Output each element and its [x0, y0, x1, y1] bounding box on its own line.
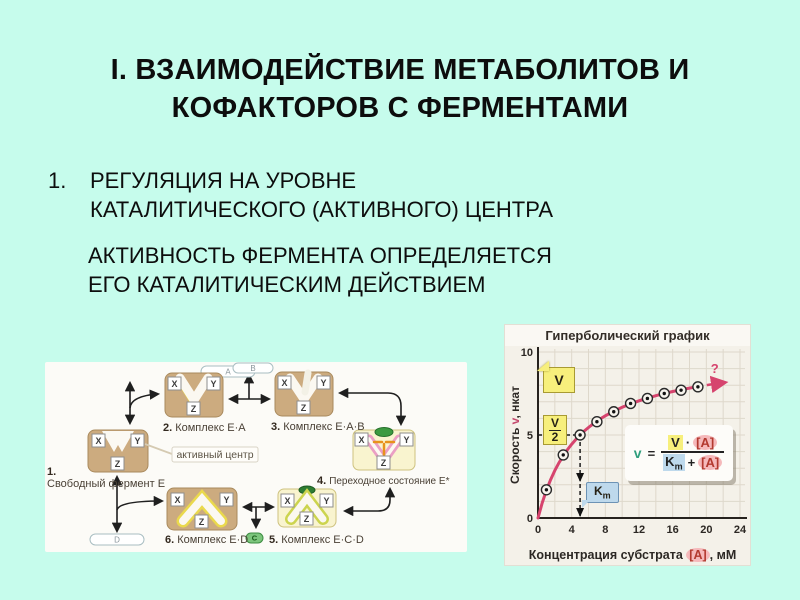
- site-x-label: X: [281, 377, 288, 388]
- ligand-b-capsule: [233, 363, 273, 373]
- equation-equals: =: [647, 445, 656, 461]
- arrow-e5-e4: [345, 489, 390, 511]
- site-z-label: Z: [190, 403, 197, 414]
- question-mark: ?: [710, 360, 719, 376]
- ligand-c-label: C: [251, 533, 258, 543]
- equation-km: $K_m$: [665, 453, 683, 472]
- site-z-label: Z: [300, 402, 307, 413]
- site-x-label: X: [284, 495, 291, 506]
- enzyme-free: [88, 430, 148, 472]
- equation-fraction: V · [A] $K_m$ + [A]: [661, 434, 724, 473]
- site-y-label: Y: [134, 435, 141, 446]
- x-tick-label: 4: [568, 524, 575, 536]
- equation-substrate-den: [A]: [698, 455, 722, 470]
- km-callout: $K_m$: [586, 482, 619, 503]
- enzyme-cycle-diagram: [45, 362, 467, 552]
- x-axis-substrate-highlight: [A]: [686, 548, 709, 562]
- hyperbolic-chart: [505, 325, 750, 565]
- site-y-label: Y: [210, 378, 217, 389]
- y-tick-label: 0: [526, 513, 533, 525]
- data-point-center: [545, 488, 548, 491]
- site-x-label: X: [171, 378, 178, 389]
- ligand-d-capsule: [90, 534, 144, 545]
- vmax-callout: V: [543, 367, 575, 393]
- site-y-label: Y: [323, 495, 330, 506]
- site-y-label: Y: [403, 434, 410, 445]
- active-site-callout: [145, 444, 258, 462]
- label-complex-eab: 3. Комплекс Е·А·В: [271, 421, 365, 433]
- label-complex-ecd: 5. Комплекс Е·С·D: [269, 534, 364, 546]
- site-x-label: X: [358, 434, 365, 445]
- list-item-text: РЕГУЛЯЦИЯ НА УРОВНЕ КАТАЛИТИЧЕСКОГО (АКТИВНОГО) ЦЕНТРА: [90, 168, 554, 223]
- data-point-center: [646, 397, 649, 400]
- michaelis-menten-equation: [625, 425, 733, 481]
- substrate-b-in-cleft: [305, 373, 308, 392]
- active-site-label: активный центр: [176, 449, 254, 461]
- vhalf-numerator: V: [551, 416, 560, 430]
- km-guide-arrowhead: [576, 508, 584, 517]
- enzyme-cycle-svg: [45, 362, 467, 552]
- label-complex-ea: 2. Комплекс Е·А: [163, 422, 246, 434]
- x-tick-label: 20: [700, 524, 713, 536]
- label-free-enzyme: Свободный фермент Е: [47, 478, 166, 490]
- vhalf-callout: [543, 415, 567, 445]
- enzyme-complex-eab: [275, 372, 333, 416]
- equation-lhs: v: [633, 445, 642, 461]
- ligand-d-label: D: [114, 535, 120, 545]
- arrow-e1-e2: [130, 394, 158, 408]
- y-axis-label: Скорость v, нкат: [508, 386, 522, 484]
- label-transition-state: 4. Переходное состояние Е*: [317, 475, 450, 487]
- site-z-label: Z: [303, 513, 310, 524]
- ligand-c-capsule: [246, 533, 263, 543]
- x-tick-label: 16: [666, 524, 679, 536]
- slide-title: I. ВЗАИМОДЕЙСТВИЕ МЕТАБОЛИТОВ И КОФАКТОРОВ С ФЕРМЕНТАМИ: [110, 54, 690, 124]
- data-point-center: [696, 385, 699, 388]
- list-item-1: [48, 166, 572, 224]
- equation-vmax: V: [668, 435, 683, 450]
- site-y-label: Y: [320, 377, 327, 388]
- equation-substrate-num: [A]: [693, 435, 717, 450]
- label-free-enzyme-num: 1.: [47, 466, 57, 478]
- site-x-label: X: [174, 494, 181, 505]
- list-item-body: АКТИВНОСТЬ ФЕРМЕНТА ОПРЕДЕЛЯЕТСЯ ЕГО КАТАЛИТИЧЕСКИМ ДЕЙСТВИЕМ: [88, 243, 552, 298]
- site-x-label: X: [95, 435, 102, 446]
- data-point-center: [612, 410, 615, 413]
- data-point-center: [562, 453, 565, 456]
- x-tick-label: 8: [602, 524, 609, 536]
- ligand-a-label: A: [225, 367, 231, 377]
- y-tick-label: 10: [520, 347, 533, 359]
- x-tick-label: 12: [632, 524, 646, 536]
- site-z-label: Z: [380, 457, 387, 468]
- x-axis-label: Концентрация субстрата [A] , мМ: [528, 548, 737, 562]
- data-point-center: [595, 420, 598, 423]
- site-z-label: Z: [198, 516, 205, 527]
- x-tick-label: 24: [733, 524, 747, 536]
- ligand-b-label: B: [250, 363, 256, 373]
- enzyme-complex-ea: [165, 373, 223, 417]
- data-point-center: [578, 433, 581, 436]
- site-y-label: Y: [223, 494, 230, 505]
- data-point-center: [663, 392, 666, 395]
- enzyme-complex-ed: [167, 488, 237, 530]
- x-tick-label: 0: [534, 524, 542, 536]
- data-point-center: [679, 388, 682, 391]
- enzyme-complex-ecd: [278, 486, 336, 527]
- list-item-number: 1.: [48, 168, 67, 193]
- y-tick-label: 5: [526, 430, 533, 442]
- arrow-e3-e4: [340, 393, 401, 424]
- site-z-label: Z: [114, 458, 121, 469]
- km-guide-arrowhead: [576, 473, 584, 482]
- label-complex-ed: 6. Комплекс E·D: [165, 534, 249, 546]
- data-point-center: [629, 402, 632, 405]
- vhalf-denominator: 2: [551, 430, 559, 444]
- arrow-e1-e6: [117, 501, 162, 510]
- enzyme-transition-state: [353, 428, 415, 471]
- chart-title: Гиперболический график: [505, 325, 750, 346]
